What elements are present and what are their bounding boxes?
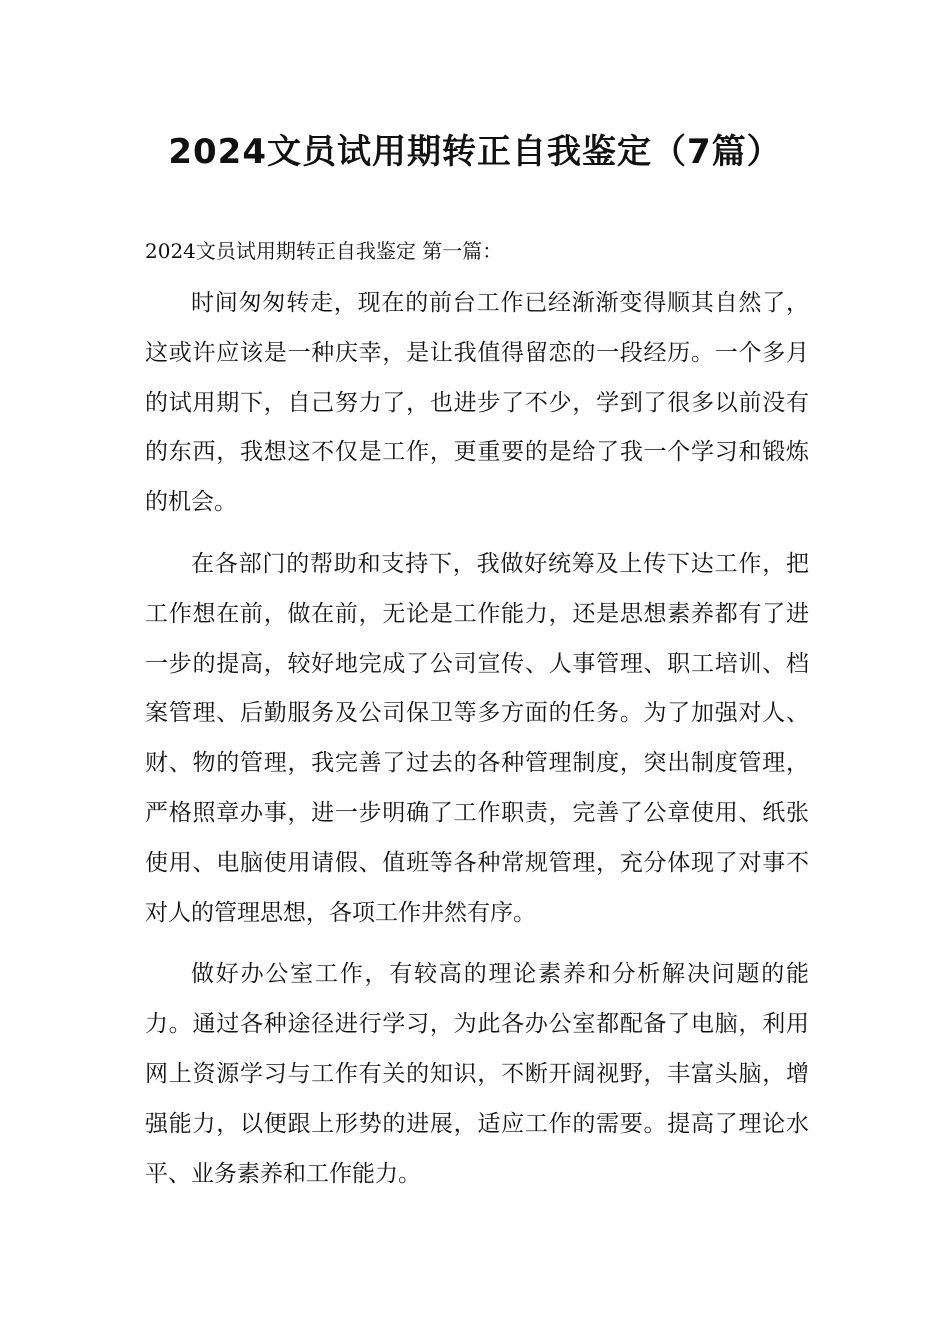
document-title: 2024文员试用期转正自我鉴定（7篇） [168, 132, 782, 172]
paragraph-3: 做好办公室工作，有较高的理论素养和分析解决问题的能力。通过各种途径进行学习，为此各办公室都配备了电脑，利用网上资源学习与工作有关的知识，不断开阔视野，丰富头脑，增强能力，以便跟上形势的进展，适应工作的需要。提高了理论水平、业务素养和工作能力。 [145, 961, 809, 1187]
document-body [145, 231, 809, 1199]
paragraph-1: 时间匆匆转走，现在的前台工作已经渐渐变得顺其自然了，这或许应该是一种庆幸，是让我值得留恋的一段经历。一个多月的试用期下，自己努力了，也进步了不少，学到了很多以前没有的东西，我想这不仅是工作，更重要的是给了我一个学习和锻炼的机会。 [145, 290, 809, 516]
paragraph-2: 在各部门的帮助和支持下，我做好统筹及上传下达工作，把工作想在前，做在前，无论是工作能力，还是思想素养都有了进一步的提高，较好地完成了公司宣传、人事管理、职工培训、档案管理、后勤服务及公司保卫等多方面的任务。为了加强对人、财、物的管理，我完善了过去的各种管理制度，突出制度管理，严格照章办事，进一步明确了工作职责，完善了公章使用、纸张使用、电脑使用请假、值班等各种常规管理，充分体现了对事不对人的管理思想，各项工作井然有序。 [145, 550, 809, 926]
section-heading: 2024文员试用期转正自我鉴定 第一篇： [145, 239, 503, 263]
